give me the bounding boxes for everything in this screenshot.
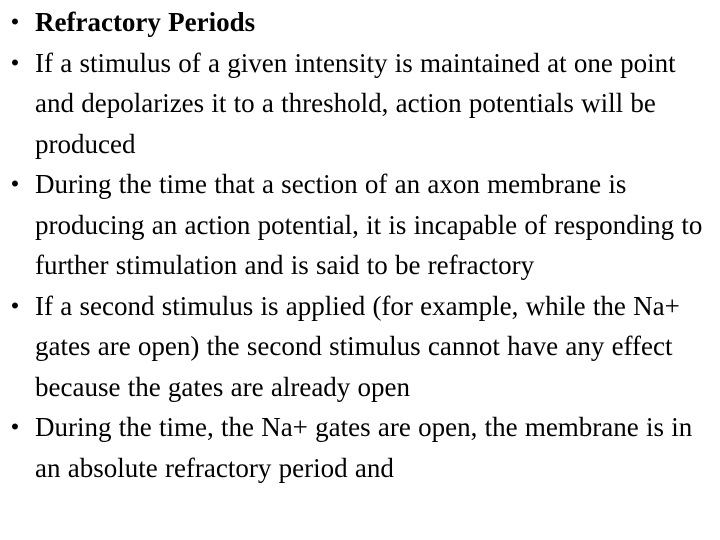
- bullet-icon: •: [11, 171, 19, 196]
- bullet-icon: •: [11, 292, 19, 318]
- bullet-item-threshold: [5, 43, 717, 165]
- bullet-item-refractory: [5, 164, 717, 286]
- bullet-text: During the time that a section of an axon membrane is producing an action potential, it is incapable of responding to further stimulation and is said to be refractory: [35, 169, 703, 280]
- bullet-text: During the time, the Na+ gates are open, the membrane is in an absolute refractory period and: [35, 412, 693, 483]
- bullet-text: If a second stimulus is applied (for example, while the Na+ gates are open) the second stimulus cannot have any effect because the gates are already open: [35, 290, 680, 402]
- bullet-item-heading: [5, 2, 717, 43]
- bullet-text: If a stimulus of a given intensity is maintained at one point and depolarizes it to a threshold, action potentials will be produced: [35, 47, 676, 159]
- bullet-icon: •: [11, 9, 19, 34]
- bullet-item-absolute-period: [5, 407, 717, 488]
- bullet-list: [5, 2, 717, 488]
- bullet-item-second-stimulus: [5, 286, 717, 408]
- bullet-icon: •: [11, 414, 19, 439]
- bullet-icon: •: [11, 49, 19, 75]
- slide-heading: Refractory Periods: [35, 7, 256, 37]
